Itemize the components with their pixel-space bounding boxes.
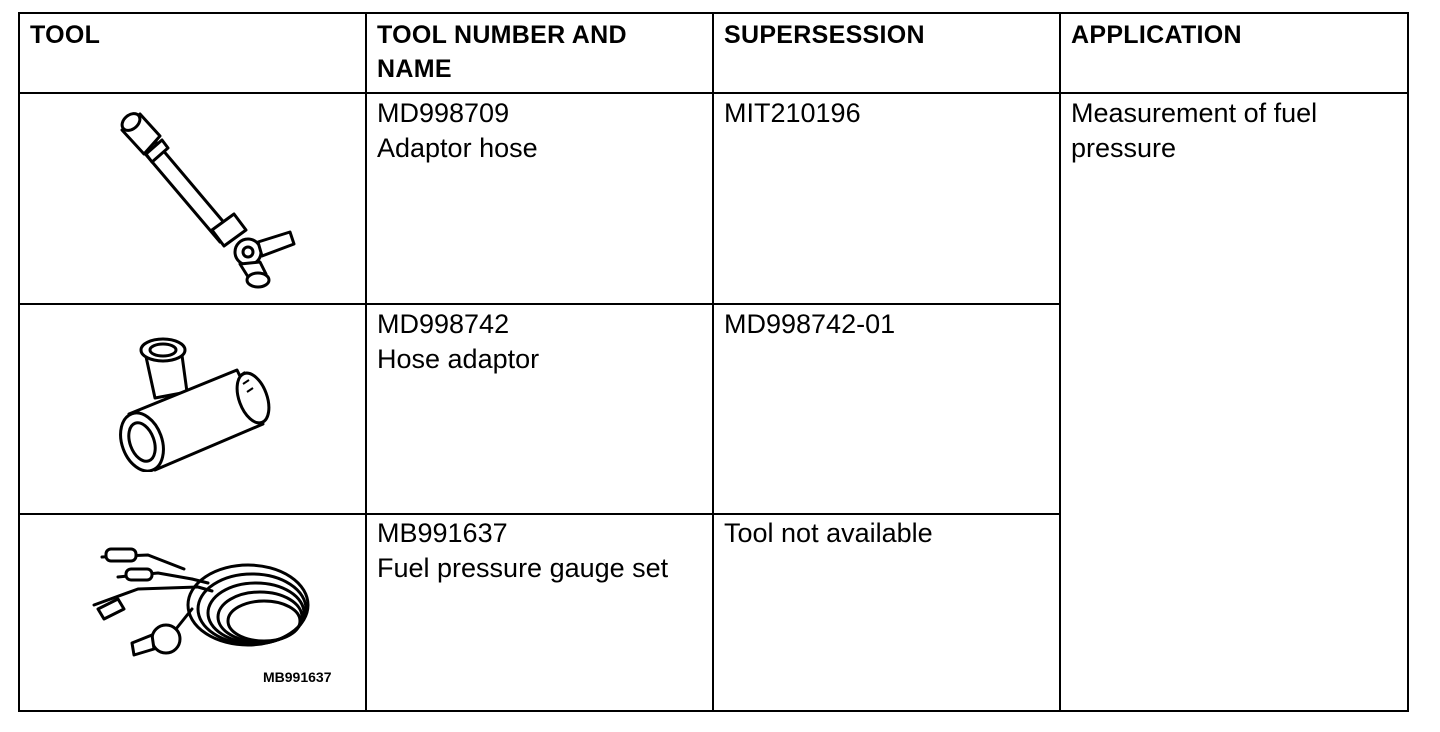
row1-tool-name: Adaptor hose: [377, 133, 538, 163]
column-divider: [712, 14, 714, 710]
row1-tool-cell: [377, 96, 538, 166]
hose-adaptor-icon: [115, 332, 275, 472]
header-application: APPLICATION: [1071, 21, 1242, 49]
row2-tool-number: MD998742: [377, 309, 510, 339]
gauge-set-image-label: MB991637: [263, 669, 332, 685]
row1-supersession: MIT210196: [724, 98, 861, 128]
row-divider: [20, 513, 1061, 515]
row1-tool-number: MD998709: [377, 98, 510, 128]
column-divider: [365, 14, 367, 710]
row3-tool-number: MB991637: [377, 518, 508, 548]
header-tool-number-line1: TOOL NUMBER AND: [377, 21, 627, 49]
row2-tool-name: Hose adaptor: [377, 344, 540, 374]
header-supersession: SUPERSESSION: [724, 21, 925, 49]
application-line2: pressure: [1071, 133, 1177, 163]
application-cell: [1071, 96, 1317, 166]
row3-supersession: Tool not available: [724, 518, 933, 548]
header-tool-number-line2: NAME: [377, 55, 452, 83]
header-tool: TOOL: [30, 21, 101, 49]
fuel-pressure-gauge-set-icon: [88, 539, 328, 664]
row3-tool-name: Fuel pressure gauge set: [377, 553, 669, 583]
header-tool-number: [377, 18, 627, 86]
row2-supersession: MD998742-01: [724, 309, 896, 339]
column-divider: [1059, 14, 1061, 710]
tool-table: [18, 12, 1409, 712]
header-divider: [20, 92, 1407, 94]
row-divider: [20, 303, 1061, 305]
adaptor-hose-icon: [100, 102, 300, 297]
row3-tool-cell: [377, 516, 668, 586]
application-line1: Measurement of fuel: [1071, 98, 1318, 128]
row2-tool-cell: [377, 307, 539, 377]
